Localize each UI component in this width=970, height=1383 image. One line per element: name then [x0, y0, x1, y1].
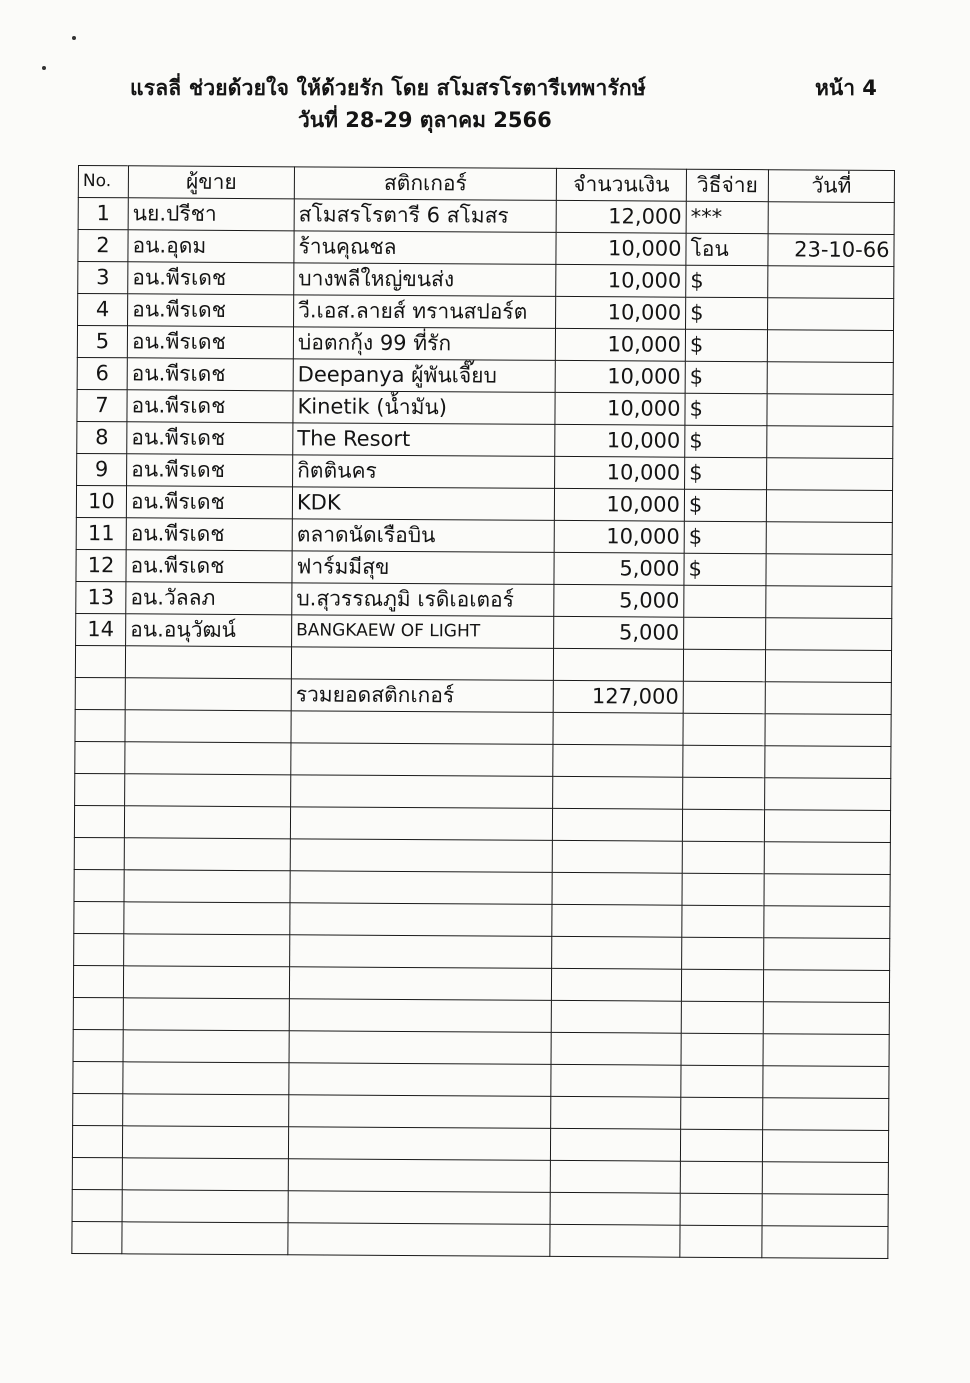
sticker-cell: บ.สุวรรณภูมิ เรดิเอเตอร์	[292, 583, 554, 617]
empty-cell	[123, 998, 289, 1031]
sticker-cell: KDK	[292, 487, 554, 521]
row-number: 4	[78, 294, 128, 326]
blank-row	[72, 1189, 888, 1226]
blank-row	[75, 645, 891, 682]
blank-row	[73, 997, 889, 1034]
blank-row	[73, 965, 889, 1002]
empty-cell	[682, 937, 764, 970]
empty-cell	[552, 808, 682, 841]
payment-date-cell	[767, 330, 893, 363]
amount-cell: 12,000	[556, 200, 686, 233]
empty-cell	[289, 999, 551, 1033]
row-number: 11	[76, 517, 126, 549]
sticker-cell: บ่อตกกุ้ง 99 ที่รัก	[293, 327, 555, 361]
payment-method-cell: $	[685, 393, 767, 426]
empty-cell	[124, 870, 290, 903]
empty-cell	[762, 1226, 888, 1259]
table-row	[76, 485, 892, 522]
blank-row	[74, 805, 890, 842]
table-row	[78, 198, 894, 235]
empty-cell	[681, 969, 763, 1002]
table-row	[78, 262, 894, 299]
blank-row	[72, 1221, 888, 1258]
table-row	[77, 389, 893, 426]
table-row	[77, 326, 893, 363]
seller-cell: อน.พีรเดช	[128, 294, 294, 327]
blank-row	[73, 1061, 889, 1098]
empty-cell	[552, 904, 682, 937]
blank-row	[72, 1125, 888, 1162]
sticker-cell: Kinetik (น้ำมัน)	[293, 391, 555, 425]
column-header-date: วันที่	[768, 170, 894, 203]
payment-date-cell	[768, 266, 894, 299]
payment-date-cell: 23-10-66	[768, 234, 894, 267]
empty-cell	[125, 646, 291, 679]
empty-cell	[763, 1066, 889, 1099]
payment-date-cell	[767, 426, 893, 459]
empty-cell	[75, 773, 125, 805]
empty-cell	[72, 1125, 122, 1157]
amount-cell: 10,000	[555, 424, 685, 457]
table-row	[77, 357, 893, 394]
payment-date-cell	[766, 522, 892, 555]
empty-cell	[552, 840, 682, 873]
empty-cell	[73, 965, 123, 997]
amount-cell: 10,000	[556, 264, 686, 297]
empty-cell	[553, 712, 683, 745]
empty-cell	[680, 1129, 762, 1162]
blank-row	[75, 741, 891, 778]
seller-cell: อน.พีรเดช	[126, 518, 292, 551]
amount-cell: 5,000	[554, 584, 684, 617]
empty-cell	[290, 935, 552, 969]
payment-method-cell: $	[684, 521, 766, 554]
amount-cell: 10,000	[554, 488, 684, 521]
scan-speck	[42, 66, 46, 70]
payment-method-cell: $	[685, 425, 767, 458]
empty-cell	[683, 649, 765, 682]
seller-cell: นย.ปรีชา	[128, 198, 294, 231]
empty-cell	[288, 1191, 550, 1225]
sticker-cell: Deepanya ผู้พันเจี๊ยบ	[293, 359, 555, 393]
table-row	[77, 453, 893, 490]
payment-date-cell	[768, 298, 894, 331]
empty-cell	[124, 806, 290, 839]
empty-cell	[550, 1224, 680, 1257]
payment-method-cell: $	[686, 265, 768, 298]
empty-cell	[683, 745, 765, 778]
empty-cell	[123, 1062, 289, 1095]
row-number: 2	[78, 230, 128, 262]
sticker-cell: บางพลีใหญ่ขนส่ง	[294, 263, 556, 297]
total-row	[75, 677, 891, 714]
sticker-sales-table	[71, 165, 895, 1259]
empty-cell	[553, 744, 683, 777]
table-row	[78, 230, 894, 267]
empty-cell	[72, 1221, 122, 1253]
empty-cell	[681, 1097, 763, 1130]
empty-cell	[289, 1063, 551, 1097]
seller-cell: อน.พีรเดช	[126, 486, 292, 519]
empty-cell	[763, 1098, 889, 1131]
empty-cell	[125, 710, 291, 743]
payment-date-cell	[767, 362, 893, 395]
column-header-sticker: สติกเกอร์	[294, 167, 556, 201]
column-header-seller: ผู้ขาย	[128, 166, 294, 199]
blank-row	[73, 1029, 889, 1066]
empty-cell	[123, 1030, 289, 1063]
seller-cell: อน.วัลลภ	[126, 582, 292, 615]
payment-method-cell: ***	[686, 201, 768, 234]
empty-cell	[291, 775, 553, 809]
column-header-no: No.	[78, 166, 128, 198]
empty-cell	[73, 1029, 123, 1061]
empty-cell	[553, 648, 683, 681]
empty-cell	[681, 1065, 763, 1098]
payment-date-cell	[766, 554, 892, 587]
blank-row	[75, 709, 891, 746]
row-number: 9	[77, 453, 127, 485]
amount-cell: 5,000	[554, 552, 684, 585]
row-number: 7	[77, 389, 127, 421]
empty-cell	[681, 1033, 763, 1066]
blank-row	[73, 1093, 889, 1130]
empty-cell	[122, 1158, 288, 1191]
empty-cell	[288, 1223, 550, 1257]
table-row	[77, 421, 893, 458]
empty-cell	[682, 873, 764, 906]
blank-row	[74, 869, 890, 906]
row-number: 14	[76, 613, 126, 645]
payment-date-cell	[766, 586, 892, 619]
empty-cell	[291, 743, 553, 777]
row-number: 3	[78, 262, 128, 294]
empty-cell	[74, 805, 124, 837]
scan-speck	[72, 36, 76, 40]
empty-cell	[764, 906, 890, 939]
empty-cell	[75, 677, 125, 709]
empty-cell	[764, 842, 890, 875]
empty-cell	[289, 1095, 551, 1129]
empty-cell	[763, 970, 889, 1003]
empty-cell	[552, 872, 682, 905]
empty-cell	[73, 997, 123, 1029]
empty-cell	[72, 1157, 122, 1189]
seller-cell: อน.พีรเดช	[126, 550, 292, 583]
empty-cell	[288, 1127, 550, 1161]
table-row	[78, 294, 894, 331]
seller-cell: อน.พีรเดช	[127, 454, 293, 487]
table-header-row	[78, 166, 894, 203]
empty-cell	[291, 711, 553, 745]
sticker-cell: ฟาร์มมีสุข	[292, 551, 554, 585]
empty-cell	[762, 1130, 888, 1163]
empty-cell	[72, 1189, 122, 1221]
amount-cell: 10,000	[556, 296, 686, 329]
empty-cell	[682, 841, 764, 874]
payment-date-cell	[767, 458, 893, 491]
payment-method-cell: $	[685, 329, 767, 362]
payment-method-cell: $	[686, 297, 768, 330]
sticker-cell: วี.เอส.ลายส์ ทรานสปอร์ต	[294, 295, 556, 329]
seller-cell: อน.พีรเดช	[128, 262, 294, 295]
empty-cell	[74, 933, 124, 965]
column-header-method: วิธีจ่าย	[686, 169, 768, 202]
empty-cell	[551, 1064, 681, 1097]
empty-cell	[764, 810, 890, 843]
empty-cell	[551, 1000, 681, 1033]
amount-cell: 10,000	[554, 520, 684, 553]
empty-cell	[288, 1159, 550, 1193]
blank-row	[74, 933, 890, 970]
seller-cell: อน.อนุวัฒน์	[126, 614, 292, 647]
empty-cell	[125, 774, 291, 807]
empty-cell	[683, 681, 765, 714]
table-row	[76, 549, 892, 586]
empty-cell	[73, 1061, 123, 1093]
blank-row	[74, 901, 890, 938]
empty-cell	[124, 934, 290, 967]
row-number: 1	[78, 198, 128, 230]
payment-method-cell: $	[685, 361, 767, 394]
blank-row	[75, 773, 891, 810]
empty-cell	[125, 678, 291, 711]
empty-cell	[762, 1162, 888, 1195]
payment-method-cell: $	[684, 489, 766, 522]
empty-cell	[680, 1161, 762, 1194]
payment-method-cell	[684, 585, 766, 618]
empty-cell	[551, 1032, 681, 1065]
empty-cell	[680, 1225, 762, 1258]
empty-cell	[765, 746, 891, 779]
seller-cell: อน.พีรเดช	[127, 326, 293, 359]
empty-cell	[122, 1126, 288, 1159]
empty-cell	[762, 1194, 888, 1227]
empty-cell	[74, 901, 124, 933]
empty-cell	[75, 741, 125, 773]
table-row	[76, 613, 892, 650]
empty-cell	[765, 714, 891, 747]
empty-cell	[123, 1094, 289, 1127]
payment-date-cell	[767, 394, 893, 427]
empty-cell	[682, 809, 764, 842]
empty-cell	[550, 1128, 680, 1161]
empty-cell	[124, 902, 290, 935]
empty-cell	[551, 1096, 681, 1129]
empty-cell	[289, 967, 551, 1001]
seller-cell: อน.พีรเดช	[127, 390, 293, 423]
empty-cell	[123, 966, 289, 999]
sticker-cell: The Resort	[293, 423, 555, 457]
empty-cell	[764, 874, 890, 907]
empty-cell	[74, 869, 124, 901]
seller-cell: อน.พีรเดช	[127, 422, 293, 455]
empty-cell	[290, 903, 552, 937]
seller-cell: อน.อุดม	[128, 230, 294, 263]
empty-cell	[73, 1093, 123, 1125]
payment-date-cell	[766, 490, 892, 523]
empty-cell	[74, 837, 124, 869]
document-title: แรลลี่ ช่วยด้วยใจ ให้ด้วยรัก โดย สโมสรโรตารีเทพารักษ์	[130, 76, 646, 100]
empty-cell	[290, 871, 552, 905]
empty-cell	[680, 1193, 762, 1226]
row-number: 8	[77, 421, 127, 453]
table-row	[76, 517, 892, 554]
empty-cell	[122, 1222, 288, 1255]
row-number: 12	[76, 549, 126, 581]
empty-cell	[765, 778, 891, 811]
empty-cell	[124, 838, 290, 871]
amount-cell: 10,000	[556, 232, 686, 265]
empty-cell	[75, 645, 125, 677]
empty-cell	[75, 709, 125, 741]
payment-method-cell: โอน	[686, 233, 768, 266]
sticker-cell: กิตตินคร	[293, 455, 555, 489]
payment-method-cell: $	[684, 553, 766, 586]
row-number: 10	[76, 485, 126, 517]
amount-cell: 10,000	[555, 360, 685, 393]
sticker-cell: สโมสรโรตารี 6 สโมสร	[294, 199, 556, 233]
empty-cell	[764, 938, 890, 971]
column-header-amount: จำนวนเงิน	[556, 168, 686, 201]
empty-cell	[122, 1190, 288, 1223]
blank-row	[72, 1157, 888, 1194]
empty-cell	[289, 1031, 551, 1065]
empty-cell	[765, 650, 891, 683]
empty-cell	[553, 776, 683, 809]
table-row	[76, 581, 892, 618]
blank-row	[74, 837, 890, 874]
empty-cell	[682, 905, 764, 938]
sticker-cell: BANGKAEW OF LIGHT	[292, 615, 554, 649]
empty-cell	[291, 647, 553, 681]
row-number: 6	[77, 357, 127, 389]
amount-cell: 10,000	[555, 456, 685, 489]
empty-cell	[125, 742, 291, 775]
amount-cell: 5,000	[554, 616, 684, 649]
empty-cell	[552, 936, 682, 969]
empty-cell	[763, 1034, 889, 1067]
amount-cell: 10,000	[555, 392, 685, 425]
amount-cell: 10,000	[555, 328, 685, 361]
empty-cell	[290, 807, 552, 841]
row-number: 13	[76, 581, 126, 613]
empty-cell	[551, 968, 681, 1001]
payment-date-cell	[766, 618, 892, 651]
payment-date-cell	[768, 202, 894, 235]
empty-cell	[763, 1002, 889, 1035]
empty-cell	[290, 839, 552, 873]
empty-cell	[683, 713, 765, 746]
row-number: 5	[77, 326, 127, 358]
sticker-cell: ตลาดนัดเรือบิน	[292, 519, 554, 553]
page-number: หน้า 4	[815, 76, 877, 100]
empty-cell	[765, 682, 891, 715]
sticker-cell: ร้านคุณชล	[294, 231, 556, 265]
empty-cell	[550, 1192, 680, 1225]
empty-cell	[683, 777, 765, 810]
empty-cell	[681, 1001, 763, 1034]
seller-cell: อน.พีรเดช	[127, 358, 293, 391]
total-label: รวมยอดสติกเกอร์	[291, 679, 553, 713]
empty-cell	[550, 1160, 680, 1193]
event-date: วันที่ 28-29 ตุลาคม 2566	[298, 108, 552, 132]
payment-method-cell	[684, 617, 766, 650]
total-amount: 127,000	[553, 680, 683, 713]
payment-method-cell: $	[685, 457, 767, 490]
